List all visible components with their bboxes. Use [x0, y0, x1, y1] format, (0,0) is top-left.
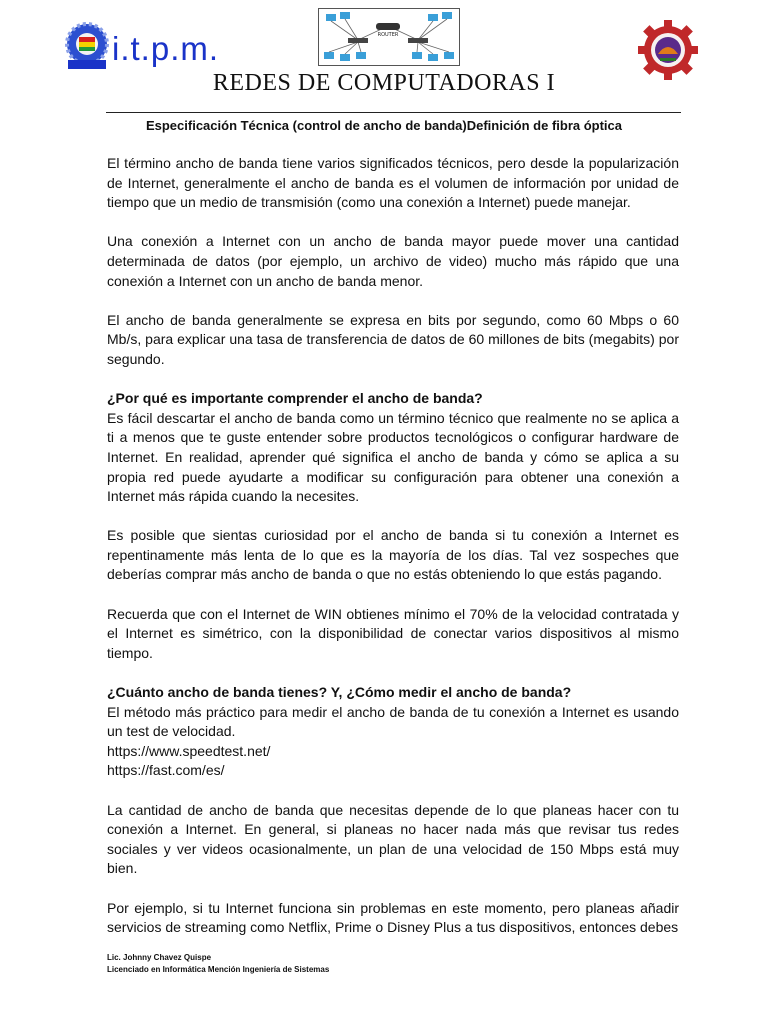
paragraph: El método más práctico para medir el ancho de banda de tu conexión a Internet es usando un test de velocidad.	[107, 703, 679, 740]
document-body	[107, 154, 679, 957]
paragraph: La cantidad de ancho de banda que necesitas depende de lo que planeas hacer con tu conexión a Internet. En general, si planeas no hacer nada más que revisar tus redes sociales y ver videos ocasionalmente, un plan de una velocidad de 150 Mbps está muy bien.	[107, 801, 679, 877]
network-diagram-icon	[318, 8, 460, 66]
diagram-router-label: ROUTER	[377, 32, 399, 38]
itpm-logo-icon	[62, 20, 112, 72]
paragraph: Es posible que sientas curiosidad por el ancho de banda si tu conexión a Internet es repentinamente más lenta de lo que es la mayoría de los días. Tal vez sospeches que deberías comprar más ancho de banda o que no estás obteniendo lo que estás pagando.	[107, 527, 679, 583]
author-degree: Licenciado en Informática Mención Ingeniería de Sistemas	[107, 965, 330, 974]
fast-link[interactable]: https://fast.com/es/	[107, 762, 225, 779]
paragraph: El ancho de banda generalmente se expresa en bits por segundo, como 60 Mbps o 60 Mb/s, para explicar una tasa de transferencia de datos de 60 millones de bits (megabits) por segundo.	[107, 311, 679, 367]
page-footer	[107, 952, 329, 976]
document-subtitle: Especificación Técnica (control de ancho de banda)Definición de fibra óptica	[145, 118, 623, 133]
paragraph: Por ejemplo, si tu Internet funciona sin problemas en este momento, pero planeas añadir servicios de streaming como Netflix, Prime o Disney Plus a tus dispositivos, entonces debes	[107, 899, 679, 936]
section-question: ¿Por qué es importante comprender el ancho de banda?	[107, 390, 483, 407]
title-divider	[106, 112, 681, 113]
institution-brand: i.t.p.m.	[112, 30, 220, 67]
section-question: ¿Cuánto ancho de banda tienes? Y, ¿Cómo medir el ancho de banda?	[107, 684, 572, 701]
paragraph: Recuerda que con el Internet de WIN obtienes mínimo el 70% de la velocidad contratada y el Internet es simétrico, con la disponibilidad de conectar varios dispositivos al mismo tiempo.	[107, 605, 679, 661]
author-name: Lic. Johnny Chavez Quispe	[107, 953, 212, 962]
paragraph: Una conexión a Internet con un ancho de banda mayor puede mover una cantidad determinada de datos (por ejemplo, un archivo de video) mucho más rápido que una conexión a Internet con un ancho de banda menor.	[107, 233, 679, 289]
document-title: REDES DE COMPUTADORAS I	[212, 70, 556, 96]
speedtest-link[interactable]: https://www.speedtest.net/	[107, 742, 271, 759]
paragraph: Es fácil descartar el ancho de banda como un término técnico que realmente no se aplica a ti a menos que te guste entender sobre productos tecnológicos o configurar hardware de Internet. En realidad, aprender qué significa el ancho de banda y cómo se aplica a su propia red puede ayudarte a modificar su configuración para obtener una conexión a Internet más rápida cuando la necesites.	[107, 409, 679, 505]
page-header	[0, 0, 768, 133]
paragraph: El término ancho de banda tiene varios significados técnicos, pero desde la popularización de Internet, generalmente el ancho de banda es el volumen de información por unidad de tiempo que un medio de transmisión (como una conexión a Internet) puede manejar.	[107, 155, 679, 211]
